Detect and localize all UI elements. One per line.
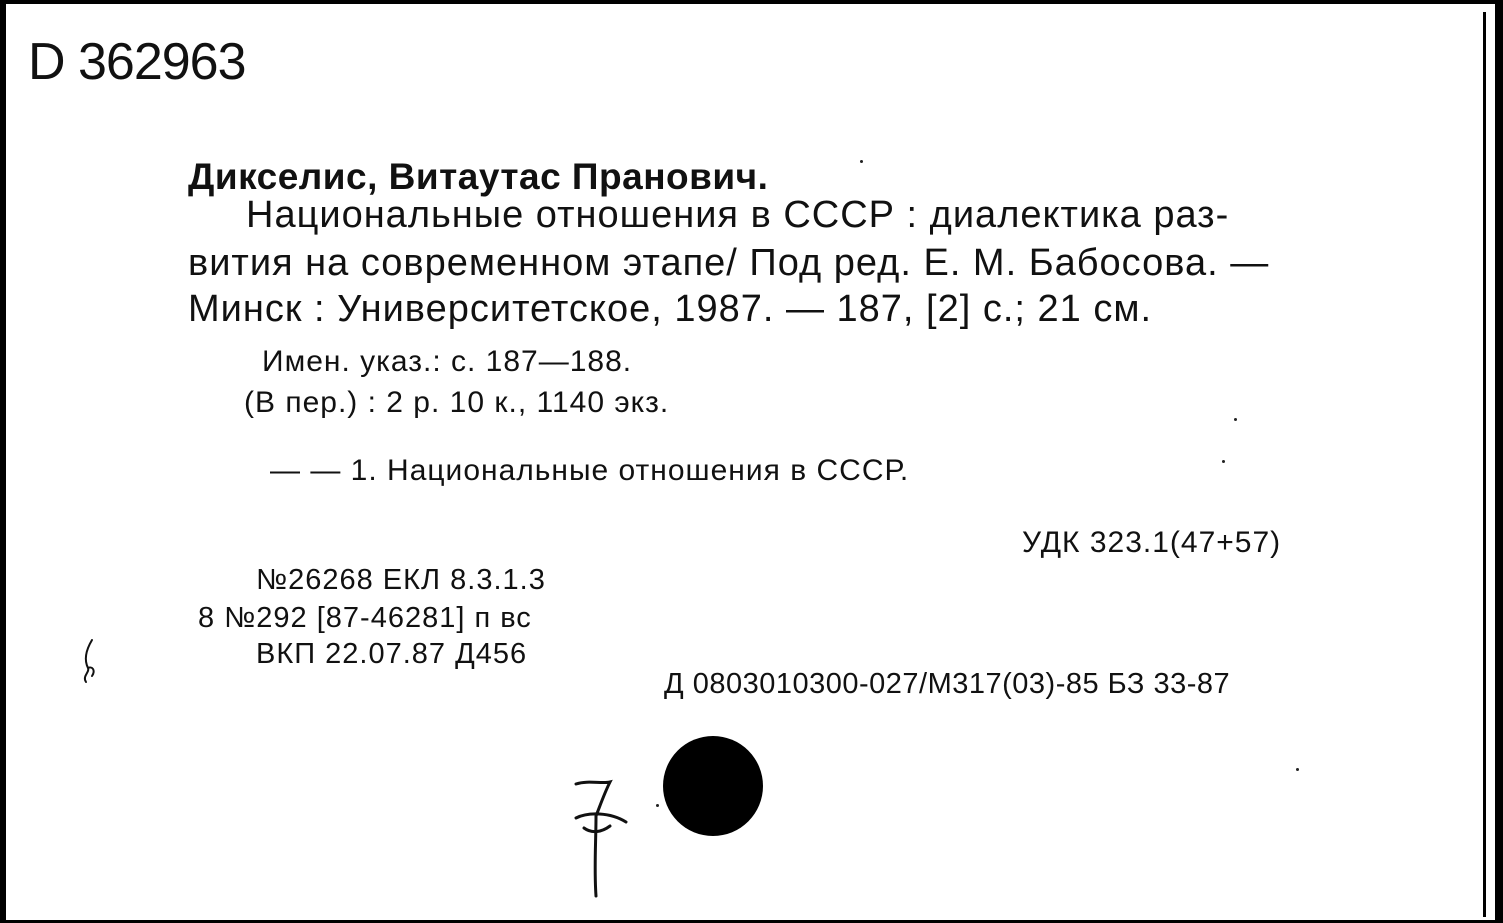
udc-classification: УДК 323.1(47+57) (1022, 526, 1282, 559)
admin-line: ВКП 22.07.87 Д456 (256, 638, 528, 670)
speck (1222, 460, 1225, 463)
call-number: D 362963 (28, 33, 246, 91)
handwritten-mark-icon (72, 636, 108, 686)
author-heading: Дикселис, Витаутас Пранович. (188, 156, 769, 197)
note-line: Имен. указ.: с. 187—188. (262, 345, 633, 378)
note-line: (В пер.) : 2 р. 10 к., 1140 экз. (244, 386, 670, 419)
speck (860, 160, 863, 163)
speck (656, 804, 659, 807)
description-line: Национальные отношения в СССР : диалектика раз- (246, 194, 1230, 236)
punch-hole (663, 736, 763, 836)
scan-border-right (1495, 0, 1503, 923)
description-line: вития на современном этапе/ Под ред. Е. М. Бабосова. — (188, 242, 1270, 284)
scan-border-left (0, 0, 6, 923)
speck (1234, 418, 1237, 421)
admin-line: №26268 ЕКЛ 8.3.1.3 (256, 564, 546, 596)
speck (1296, 768, 1299, 771)
description-line: Минск : Университетское, 1987. — 187, [2] с.; 21 см. (188, 288, 1153, 330)
scan-border-right-inner (1483, 12, 1486, 917)
handwritten-seven-icon (570, 772, 640, 902)
subject-heading: — — 1. Национальные отношения в СССР. (270, 454, 910, 487)
index-code: Д 0803010300-027/М317(03)-85 БЗ 33-87 (664, 668, 1231, 700)
scan-border-top (0, 0, 1503, 4)
admin-line: 8 №292 [87-46281] п вс (198, 602, 532, 634)
